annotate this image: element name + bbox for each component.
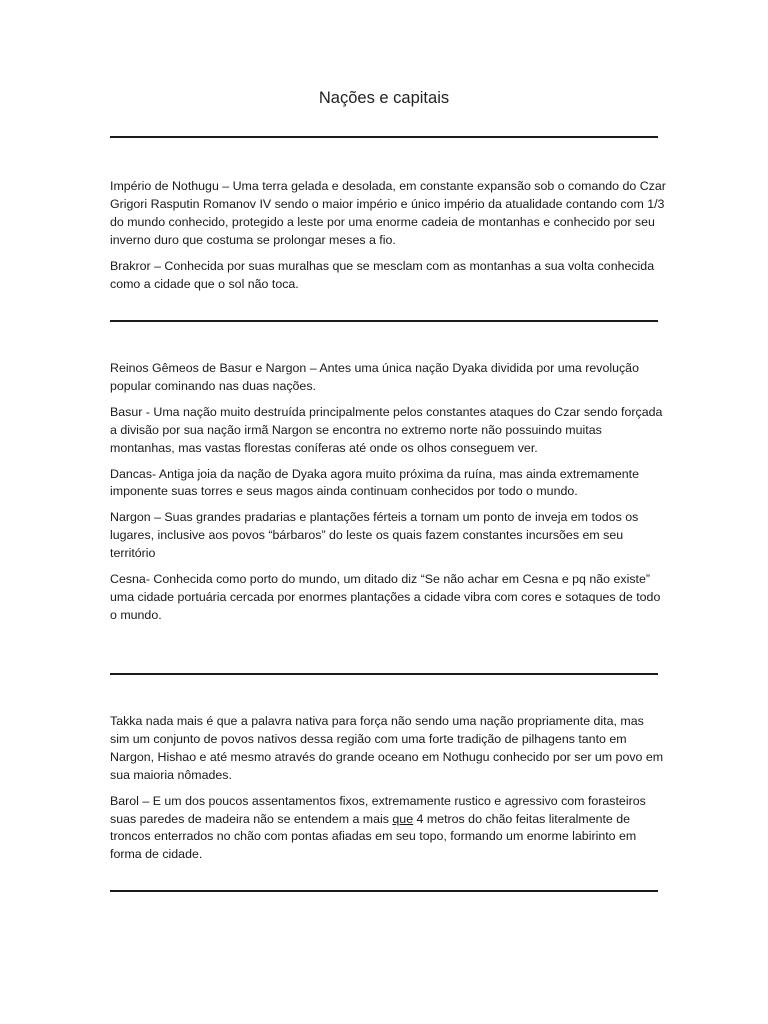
- paragraph-basur: Basur - Uma nação muito destruída principalmente pelos constantes ataques do Czar sendo forçada a divisão por sua nação irmã Nargon se encontra no extremo norte não possuindo muitas montanhas, mas vastas florestas coníferas até onde os olhos conseguem ver.: [110, 404, 663, 455]
- paragraph-nothugu: Império de Nothugu – Uma terra gelada e desolada, em constante expansão sob o comando do Czar Grigori Rasputin Romanov IV sendo o maior império e único império da atualidade contando com 1/3 do mundo conhecido, protegido a leste por uma enorme cadeia de montanhas e conhecido por seu inverno duro que costuma se prolongar meses a fio.: [110, 179, 666, 247]
- barol-text-end: 4 metros do chão feitas literalmente de troncos enterrados no chão com pontas afiadas em seu topo, formando um enorme labirinto em forma de cidade.: [110, 811, 637, 862]
- paragraph-nargon: Nargon – Suas grandes pradarias e plantações férteis a tornam um ponto de inveja em todos os lugares, inclusive aos povos “bárbaros” do leste os quais fazem constantes incursões em seu território: [110, 510, 639, 561]
- divider: [110, 136, 658, 138]
- paragraph-cesna: Cesna- Conhecida como porto do mundo, um ditado diz “Se não achar em Cesna e pq não existe” uma cidade portuária cercada por enormes plantações a cidade vibra com cores e sotaques de todo o mundo.: [110, 572, 661, 622]
- section-takka: [110, 713, 666, 872]
- paragraph-takka: Takka nada mais é que a palavra nativa para força não sendo uma nação propriamente dita, mas sim um conjunto de povos nativos dessa região com uma forte tradição de pilhagens tanto em Nargon, Hishao e até mesmo através do grande oceano em Nothugu conhecido por ser um povo em sua maioria nômades.: [110, 714, 664, 782]
- divider: [110, 890, 658, 892]
- section-nothugu: [110, 178, 666, 301]
- paragraph-reinos-gemeos: Reinos Gêmeos de Basur e Nargon – Antes uma única nação Dyaka dividida por uma revolução popular cominando nas duas nações.: [110, 361, 639, 393]
- underlined-word: que: [392, 811, 414, 826]
- paragraph-barol: [110, 793, 666, 865]
- barol-text-start: Barol – E um dos poucos assentamentos fixos, extremamente rustico e agressivo com forasteiros suas paredes de madeira não se entendem a mais: [110, 793, 646, 826]
- divider: [110, 320, 658, 322]
- section-basur-nargon: [110, 360, 666, 633]
- divider: [110, 673, 658, 675]
- page-title: Nações e capitais: [318, 89, 450, 107]
- paragraph-dancas: Dancas- Antiga joia da nação de Dyaka agora muito próxima da ruína, mas ainda extremamente imponente suas torres e seus magos ainda continuam conhecidos por todo o mundo.: [110, 466, 639, 499]
- paragraph-brakror: Brakror – Conhecida por suas muralhas que se mesclam com as montanhas a sua volta conhecida como a cidade que o sol não toca.: [110, 258, 655, 291]
